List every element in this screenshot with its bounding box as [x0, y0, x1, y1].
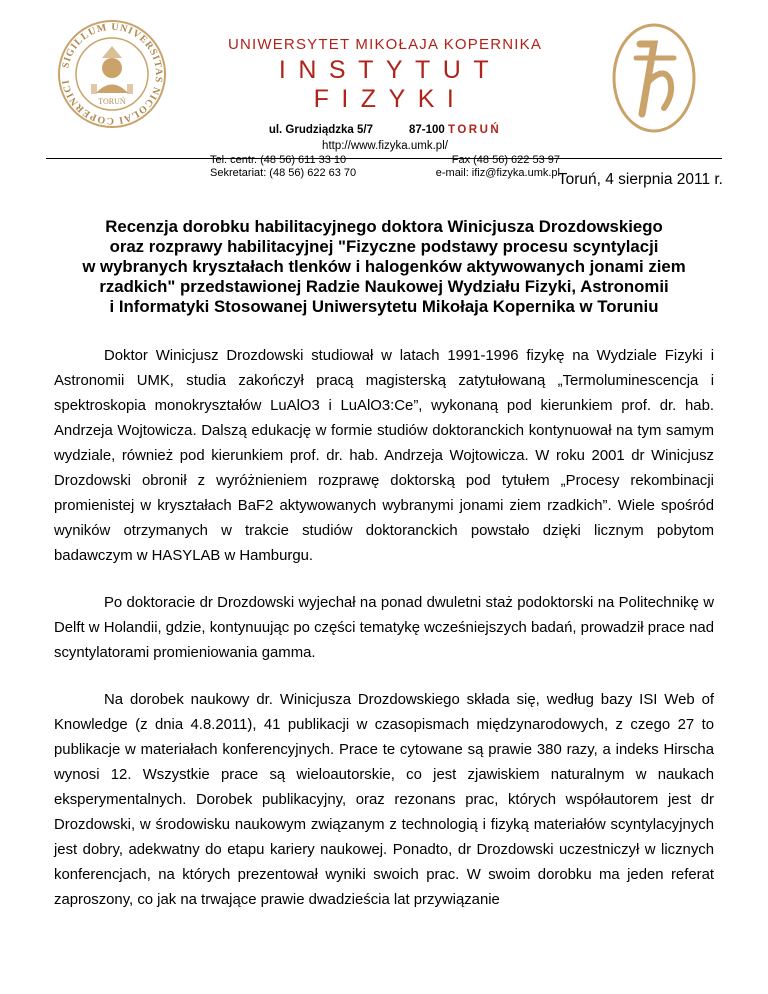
title-line: Recenzja dorobku habilitacyjnego doktora Winicjusza Drozdowskiego: [105, 217, 663, 236]
document-body: [54, 344, 714, 935]
street-address: ul. Grudziądzka 5/7: [268, 124, 373, 136]
seal-city-text: TORUŃ: [98, 97, 126, 106]
document-title: [30, 217, 738, 317]
body-paragraph: Na dorobek naukowy dr. Winicjusza Drozdowskiego składa się, według bazy ISI Web of Knowledge (z dnia 4.8.2011), 41 publikacji w czasopismach międzynarodowych, z czego 27 to publikacje w materiałach konferencyjnych. Prace te cytowane są prawie 380 razy, a indeks Hirscha wynosi 12. Wszystkie prace są wieloautorskie, co jest zjawiskiem naturalnym w naukach eksperymentalnych. Dorobek publikacyjny, oraz rezonans prac, których współautorem jest dr Drozdowski, w środowisku naukowym związanym z technologią i fizyką materiałów scyntylacyjnych jest dobry, adekwatny do etapu kariery naukowej. Ponadto, dr Drozdowski uczestniczył w licznych konferencjach, na których prezentował wyniki swoich prac. W swoim dorobku ma jeden referat zaproszony, co jak na trwające prawie dwadzieścia lat przywiązanie: [54, 692, 714, 908]
city-name: TORUŃ: [448, 124, 502, 136]
title-line: i Informatyki Stosowanej Uniwersytetu Mikołaja Kopernika w Toruniu: [109, 297, 659, 316]
university-seal-icon: [56, 18, 168, 130]
document-date: Toruń, 4 sierpnia 2011 r.: [557, 171, 723, 188]
address-row: [190, 124, 580, 136]
seal-ring-text: SIGILLUM UNIVERSITAS NICOLAI COPERNICI: [60, 21, 165, 127]
letterhead: [0, 0, 768, 179]
title-line: rzadkich" przedstawionej Radzie Naukowej Wydziału Fizyki, Astronomii: [99, 277, 669, 296]
body-paragraph: Po doktoracie dr Drozdowski wyjechał na ponad dwuletni staż podoktorski na Politechnikę w Delft w Holandii, gdzie, kontynuując po części tematykę wcześniejszych badań, prowadził prace nad scyntylatorami promieniowania gamma.: [54, 595, 714, 661]
institute-name: INSTYTUT FIZYKI: [278, 56, 502, 113]
title-line: w wybranych kryształach tlenków i halogenków aktywowanych jonami ziem: [82, 257, 686, 276]
secretariat-phone: Sekretariat: (48 56) 622 63 70: [210, 167, 357, 179]
tel-central: Tel. centr. (48 56) 611 33 10: [210, 154, 347, 166]
email-address[interactable]: e-mail: ifiz@fizyka.umk.pl: [435, 167, 560, 179]
letterhead-divider: [46, 158, 722, 159]
institute-emblem-icon: [598, 22, 710, 134]
postal-code: 87-100: [408, 124, 445, 136]
postal-city: [409, 124, 501, 136]
title-line: oraz rozprawy habilitacyjnej "Fizyczne podstawy procesu scyntylacji: [109, 237, 659, 256]
body-paragraph: Doktor Winicjusz Drozdowski studiował w latach 1991-1996 fizykę na Wydziale Fizyki i Astronomii UMK, studia zakończył pracą magisterską zatytułowaną „Termoluminescencja i spektroskopia monokryształów LuAlO3 i LuAlO3:Ce”, wykonaną pod kierunkiem prof. dr. hab. Andrzeja Wojtowicza. Dalszą edukację w formie studiów doktoranckich kontynuował na tym samym wydziale, również pod kierunkiem prof. dr. hab. Andrzeja Wojtowicza. W roku 2001 dr Winicjusz Drozdowski obronił z wyróżnieniem rozprawę doktorską pod tytułem „Procesy rekombinacji promienistej w kryształach BaF2 aktywowanych wybranymi jonami ziem rzadkich”. Wiele spośród wyników otrzymanych w trakcie studiów doktoranckich powstało dzięki licznym pobytom badawczym w HASYLAB w Hamburgu.: [54, 348, 714, 564]
fax-number: Fax (48 56) 622 53 97: [451, 154, 560, 166]
website-link[interactable]: http://www.fizyka.umk.pl/: [322, 140, 448, 152]
university-name: UNIWERSYTET MIKOŁAJA KOPERNIKA: [227, 36, 543, 53]
